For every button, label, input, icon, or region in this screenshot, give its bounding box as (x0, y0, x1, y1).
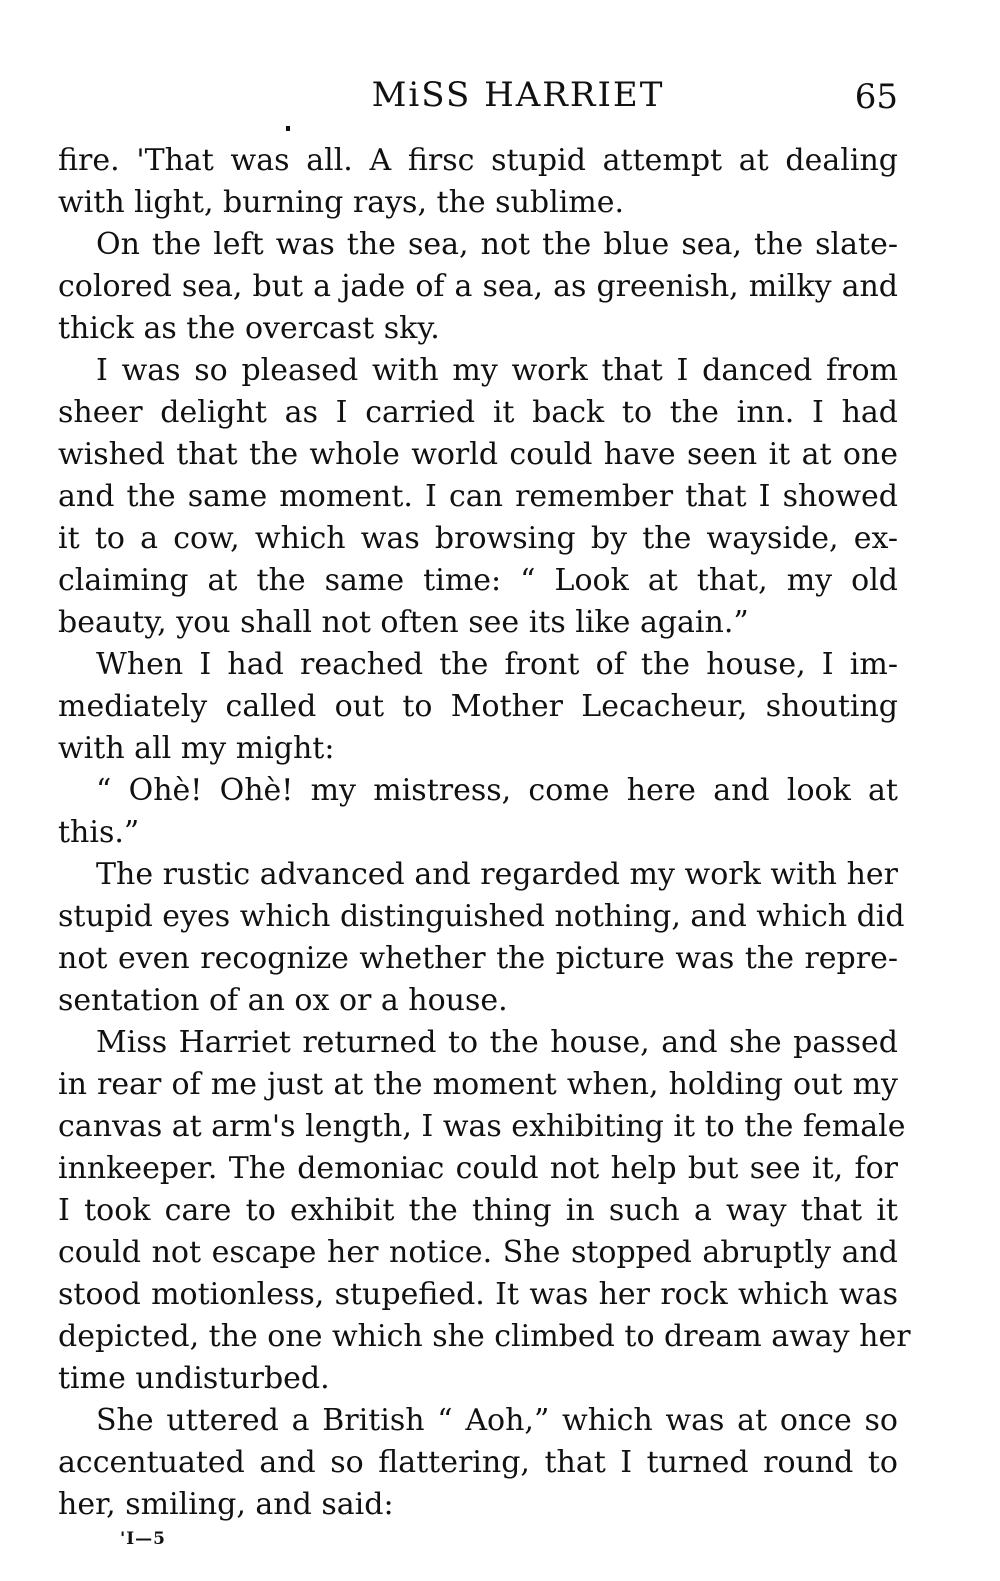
printer-signature-mark: 'I—5 (120, 1529, 166, 1549)
body-text (58, 140, 911, 1526)
text-line: When I had reached the front of the house, I im- (96, 647, 898, 682)
text-line: claiming at the same time: “ Look at that, my old (58, 563, 898, 598)
text-line: The rustic advanced and regarded my work with her (96, 857, 898, 892)
text-line: and the same moment. I can remember that I showed (58, 479, 898, 514)
text-line: I was so pleased with my work that I danced from (96, 353, 898, 388)
running-title: MiSS HARRIET (371, 75, 665, 115)
text-line: stupid eyes which distinguished nothing, and which did (58, 899, 905, 934)
print-speck (286, 126, 290, 131)
text-line: I took care to exhibit the thing in such a way that it (58, 1193, 898, 1228)
text-line: mediately called out to Mother Lecacheur, shouting (58, 689, 898, 724)
text-line: it to a cow, which was browsing by the wayside, ex- (58, 521, 898, 556)
text-line: with light, burning rays, the sublime. (58, 185, 625, 220)
text-line: thick as the overcast sky. (58, 311, 440, 346)
text-line: She uttered a British “ Aoh,” which was at once so (96, 1403, 898, 1438)
text-line: stood motionless, stupefied. It was her rock which was (58, 1277, 898, 1312)
text-line: Miss Harriet returned to the house, and she passed (96, 1025, 898, 1060)
text-line: depicted, the one which she climbed to dream away her (58, 1319, 911, 1354)
page-header (58, 74, 898, 122)
text-line: innkeeper. The demoniac could not help but see it, for (58, 1151, 898, 1186)
text-line: sentation of an ox or a house. (58, 983, 508, 1018)
text-line: time undisturbed. (58, 1361, 330, 1396)
text-line: accentuated and so flattering, that I turned round to (58, 1445, 898, 1480)
text-line: canvas at arm's length, I was exhibiting it to the female (58, 1109, 906, 1144)
page-number: 65 (854, 77, 898, 117)
text-line: wished that the whole world could have seen it at one (58, 437, 898, 472)
text-line: her, smiling, and said: (58, 1487, 394, 1522)
text-line: sheer delight as I carried it back to the inn. I had (58, 395, 898, 430)
text-line: “ Ohè! Ohè! my mistress, come here and look at (96, 773, 898, 808)
text-line: beauty, you shall not often see its like again.” (58, 605, 749, 640)
text-line: with all my might: (58, 731, 335, 766)
text-line: colored sea, but a jade of a sea, as greenish, milky and (58, 269, 898, 304)
text-line: this.” (58, 815, 140, 850)
text-line: fire. 'That was all. A firsc stupid attempt at dealing (58, 143, 898, 178)
text-line: could not escape her notice. She stopped abruptly and (58, 1235, 898, 1270)
text-line: in rear of me just at the moment when, holding out my (58, 1067, 898, 1102)
text-line: On the left was the sea, not the blue sea, the slate- (96, 227, 898, 262)
text-line: not even recognize whether the picture was the repre- (58, 941, 898, 976)
